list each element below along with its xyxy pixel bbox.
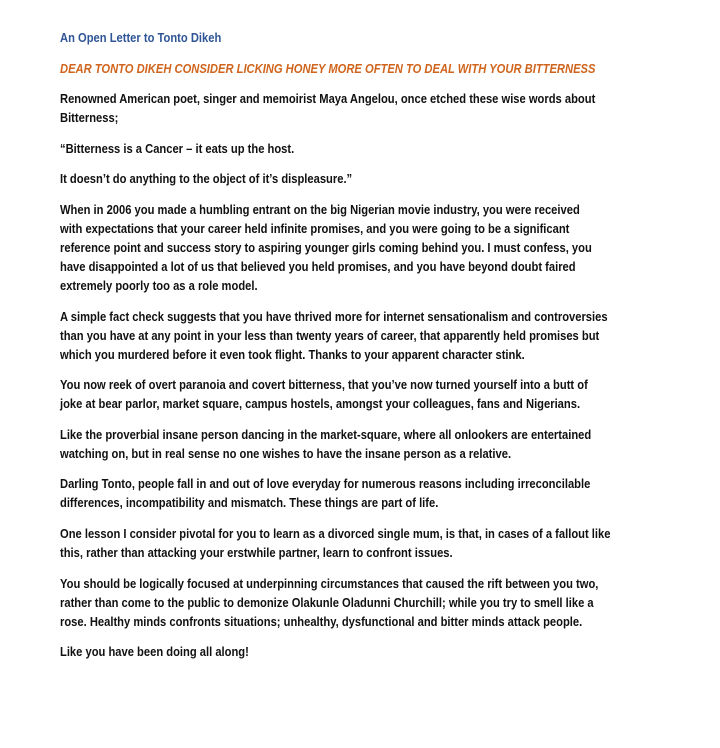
title-text: An Open Letter to Tonto Dikeh xyxy=(60,30,222,45)
paragraph xyxy=(60,307,700,364)
paragraph-line: One lesson I consider pivotal for you to learn as a divorced single mum, is that, in cases of a fallout like xyxy=(60,525,611,541)
paragraph-line: Renowned American poet, singer and memoirist Maya Angelou, once etched these wise words about xyxy=(60,91,596,107)
paragraph xyxy=(60,200,700,295)
paragraph xyxy=(60,524,700,562)
paragraph-line: with expectations that your career held infinite promises, and you were going to be a significant xyxy=(60,220,570,236)
paragraph xyxy=(60,642,700,661)
paragraph-line: It doesn’t do anything to the object of it’s displeasure.” xyxy=(60,171,353,187)
paragraph-line: Darling Tonto, people fall in and out of love everyday for numerous reasons including irreconcilable xyxy=(60,476,591,492)
paragraph-line: You now reek of overt paranoia and covert bitterness, that you’ve now turned yourself into a butt of xyxy=(60,377,588,393)
paragraph-line: Like you have been doing all along! xyxy=(60,644,249,660)
paragraph-line: When in 2006 you made a humbling entrant on the big Nigerian movie industry, you were received xyxy=(60,201,580,217)
paragraph-line: Like the proverbial insane person dancing in the market-square, where all onlookers are entertained xyxy=(60,426,592,442)
paragraph xyxy=(60,89,700,127)
paragraph xyxy=(60,375,700,413)
paragraph-line: Bitterness; xyxy=(60,110,119,126)
paragraph-line: You should be logically focused at underpinning circumstances that caused the rift between you two, xyxy=(60,575,599,591)
paragraph xyxy=(60,474,700,512)
paragraph-line: watching on, but in real sense no one wishes to have the insane person as a relative. xyxy=(60,445,512,461)
paragraph-line: have disappointed a lot of us that believed you held promises, and you have beyond doubt faired xyxy=(60,258,576,274)
paragraph xyxy=(60,574,700,631)
paragraph-line: rather than come to the public to demonize Olakunle Oladunni Churchill; while you try to smell like a xyxy=(60,594,594,610)
paragraph-line: reference point and success story to aspiring younger girls coming behind you. I must confess, you xyxy=(60,239,592,255)
paragraph-line: joke at bear parlor, market square, campus hostels, amongst your colleagues, fans and Nigerians. xyxy=(60,396,581,412)
paragraph xyxy=(60,139,700,158)
paragraph-line: rose. Healthy minds confronts situations; unhealthy, dysfunctional and bitter minds attack people. xyxy=(60,613,583,629)
paragraph-line: differences, incompatibility and mismatch. These things are part of life. xyxy=(60,495,439,511)
paragraph-line: which you murdered before it even took flight. Thanks to your apparent character stink. xyxy=(60,346,525,362)
subtitle-text: DEAR TONTO DIKEH CONSIDER LICKING HONEY MORE OFTEN TO DEAL WITH YOUR BITTERNESS xyxy=(60,60,596,76)
paragraph-line: “Bitterness is a Cancer – it eats up the host. xyxy=(60,140,295,156)
paragraph-line: this, rather than attacking your erstwhile partner, learn to confront issues. xyxy=(60,544,453,560)
paragraph-line: than you have at any point in your less than twenty years of career, that apparently held promises but xyxy=(60,327,600,343)
paragraph-line: A simple fact check suggests that you have thrived more for internet sensationalism and controversies xyxy=(60,308,608,324)
paragraph xyxy=(60,425,700,463)
document-page xyxy=(60,28,700,673)
paragraph xyxy=(60,169,700,188)
paragraph-line: extremely poorly too as a role model. xyxy=(60,277,258,293)
letter-body xyxy=(60,89,700,661)
document-title xyxy=(60,28,700,47)
document-subtitle xyxy=(60,59,700,78)
